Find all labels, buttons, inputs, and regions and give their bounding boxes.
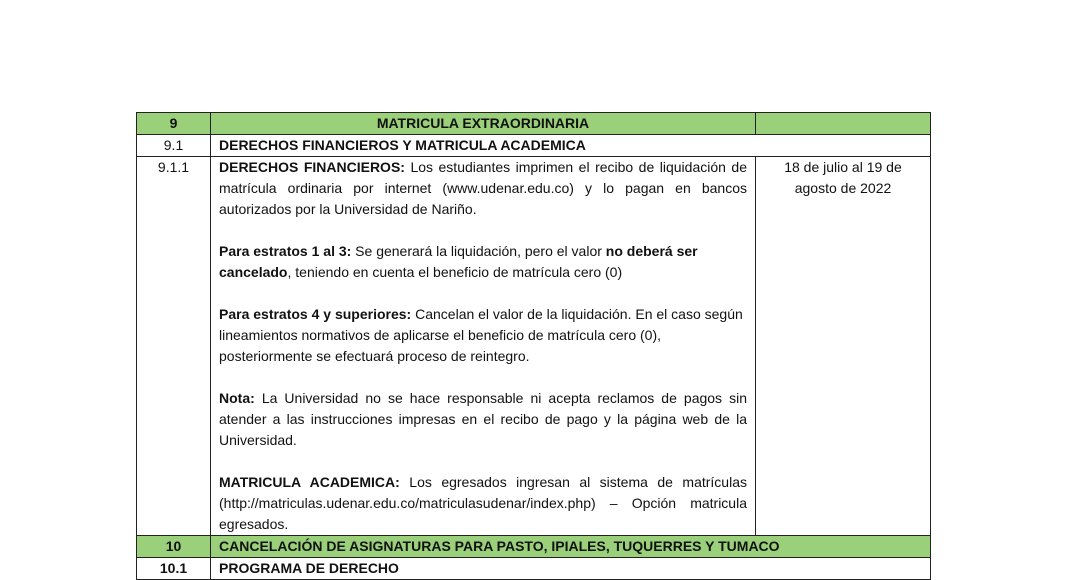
paragraph-matricula-academica bbox=[219, 472, 747, 535]
paragraph-heading: DERECHOS FINANCIEROS: bbox=[219, 159, 405, 175]
paragraph-text: Los estudiantes imprimen el recibo de liquidación de matrícula ordinaria por internet (www.udenar.edu.co) y lo pagan en bancos autorizados por la Universidad de Nariño. bbox=[219, 159, 747, 217]
section-header-row bbox=[137, 113, 931, 135]
subsection-row bbox=[137, 558, 931, 580]
subsection-number: 9.1 bbox=[137, 135, 211, 157]
paragraph-text: Se generará la liquidación, pero el valor bbox=[351, 243, 606, 259]
paragraph-nota bbox=[219, 388, 747, 451]
paragraph-estratos-4 bbox=[219, 304, 747, 367]
item-description bbox=[211, 157, 756, 536]
paragraph-derechos-financieros bbox=[219, 157, 747, 220]
academic-calendar-table bbox=[136, 112, 931, 580]
paragraph-estratos-1-3 bbox=[219, 241, 747, 283]
subsection-title: DERECHOS FINANCIEROS Y MATRICULA ACADEMICA bbox=[211, 135, 931, 157]
section-title: CANCELACIÓN DE ASIGNATURAS PARA PASTO, IPIALES, TUQUERRES Y TUMACO bbox=[211, 536, 931, 558]
section-number: 9 bbox=[137, 113, 211, 135]
paragraph-heading: Para estratos 1 al 3: bbox=[219, 243, 352, 259]
subsection-number: 10.1 bbox=[137, 558, 211, 580]
subsection-title: PROGRAMA DE DERECHO bbox=[211, 558, 931, 580]
item-row bbox=[137, 157, 931, 536]
paragraph-text: La Universidad no se hace responsable ni acepta reclamos de pagos sin atender a las instrucciones impresas en el recibo de pago y la página web de la Universidad. bbox=[219, 390, 747, 448]
paragraph-text: , teniendo en cuenta el beneficio de matrícula cero (0) bbox=[287, 264, 623, 280]
section-number: 10 bbox=[137, 536, 211, 558]
paragraph-heading: Para estratos 4 y superiores: bbox=[219, 306, 412, 322]
item-number: 9.1.1 bbox=[137, 157, 211, 536]
section-title: MATRICULA EXTRAORDINARIA bbox=[211, 113, 756, 135]
paragraph-heading: Nota: bbox=[219, 390, 255, 406]
paragraph-text: Cancelan el valor de la liquidación. En el caso según lineamientos normativos de aplicarse el beneficio de matrícula cero (0), posteriormente se efectuará proceso de reintegro. bbox=[219, 306, 743, 364]
paragraph-emphasis: no deberá ser cancelado bbox=[219, 243, 698, 280]
paragraph-text: Los egresados ingresan al sistema de matrículas (http://matriculas.udenar.edu.co/matriculasudenar/index.php) – Opción matricula egresados. bbox=[219, 474, 747, 532]
paragraph-heading: MATRICULA ACADEMICA: bbox=[219, 474, 400, 490]
section-header-row bbox=[137, 536, 931, 558]
item-date: 18 de julio al 19 de agosto de 2022 bbox=[756, 157, 931, 536]
subsection-row bbox=[137, 135, 931, 157]
section-date-cell bbox=[756, 113, 931, 135]
